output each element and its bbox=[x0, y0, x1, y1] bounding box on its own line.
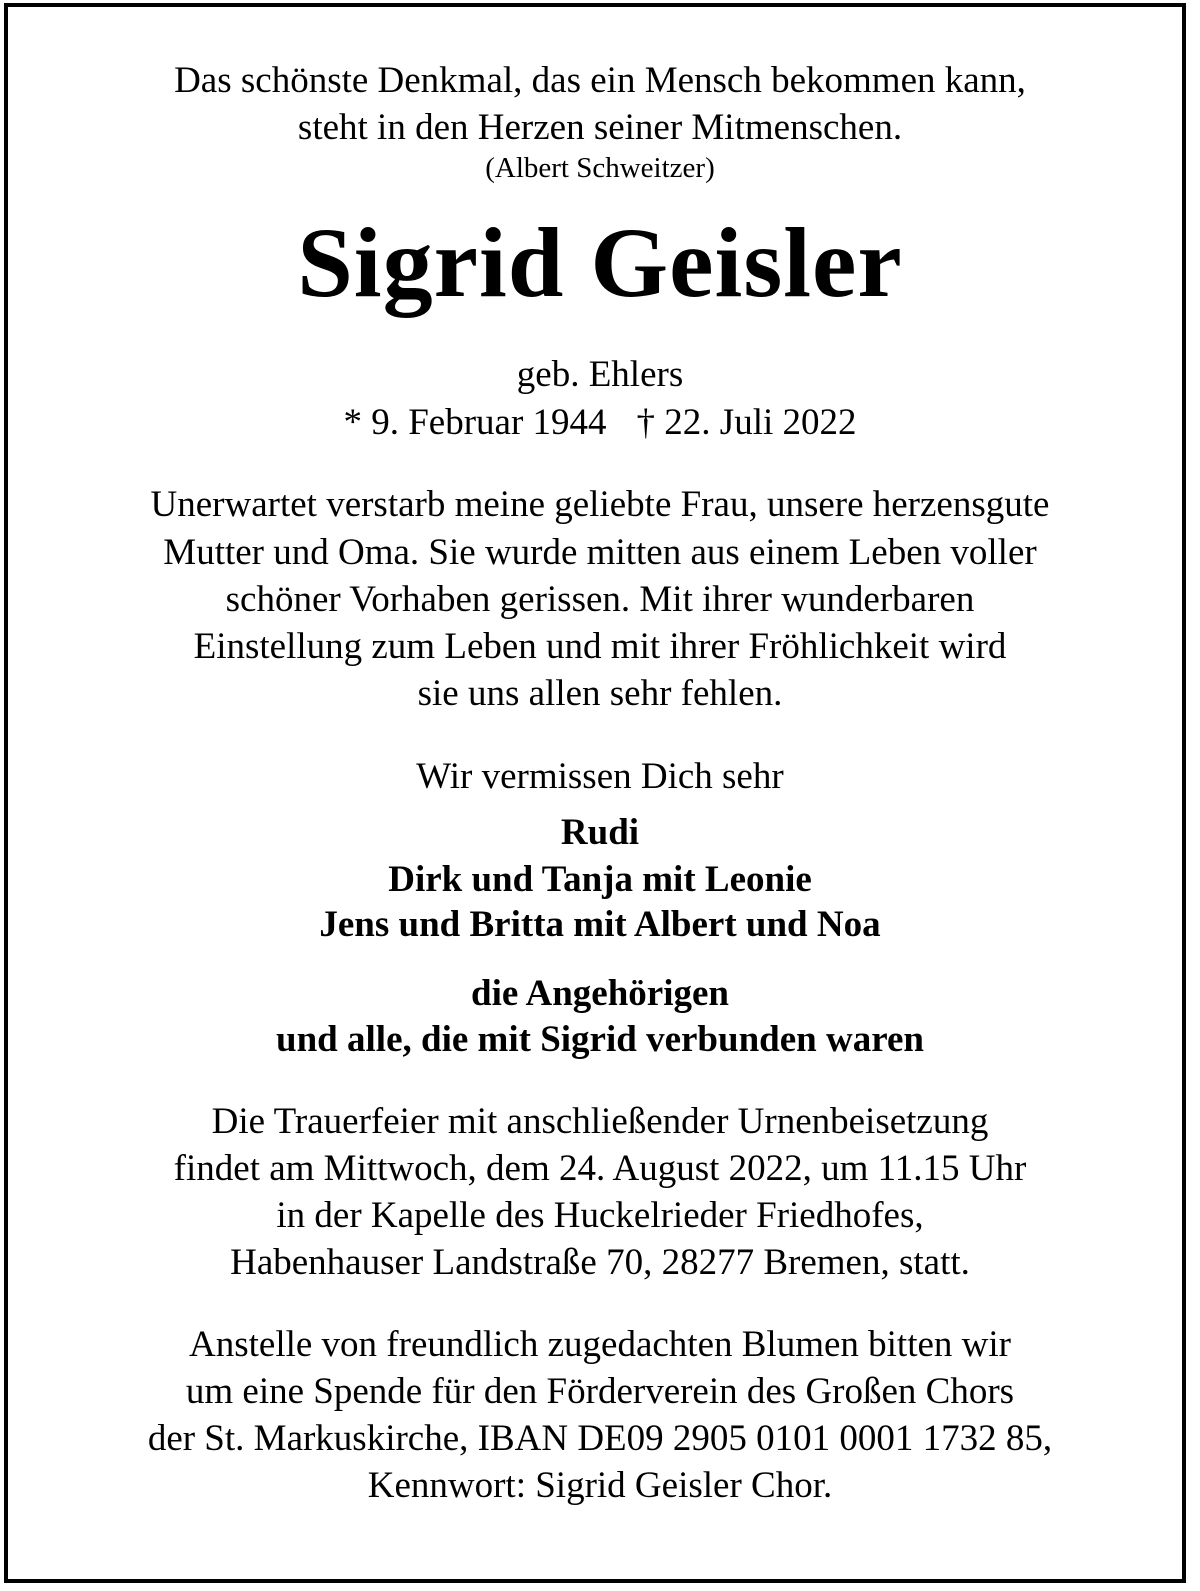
message-line: sie uns allen sehr fehlen. bbox=[417, 673, 783, 714]
mourner-others: die Angehörigen bbox=[471, 973, 729, 1014]
mourner-family: Jens und Britta mit Albert und Noa bbox=[319, 904, 881, 945]
deceased-name: Sigrid Geisler bbox=[297, 207, 903, 318]
message-line: schöner Vorhaben gerissen. Mit ihrer wunderbaren bbox=[225, 579, 975, 620]
service-line: in der Kapelle des Huckelrieder Friedhofes, bbox=[276, 1195, 924, 1236]
quote-author: (Albert Schweitzer) bbox=[485, 152, 715, 184]
service-line: Habenhauser Landstraße 70, 28277 Bremen, statt. bbox=[230, 1242, 970, 1283]
quote-line: steht in den Herzen seiner Mitmenschen. bbox=[297, 107, 903, 148]
message-line: Einstellung zum Leben und mit ihrer Fröhlichkeit wird bbox=[193, 626, 1007, 667]
donation-line: Anstelle von freundlich zugedachten Blumen bitten wir bbox=[189, 1324, 1011, 1365]
mourners-intro: Wir vermissen Dich sehr bbox=[416, 756, 784, 797]
life-dates bbox=[0, 404, 1200, 441]
service-line: Die Trauerfeier mit anschließender Urnenbeisetzung bbox=[211, 1101, 989, 1142]
service-line: findet am Mittwoch, dem 24. August 2022, um 11.15 Uhr bbox=[173, 1148, 1027, 1189]
mourner-family: Dirk und Tanja mit Leonie bbox=[388, 859, 812, 900]
message-line: Mutter und Oma. Sie wurde mitten aus einem Leben voller bbox=[163, 532, 1037, 573]
donation-line: der St. Markuskirche, IBAN DE09 2905 0101 0001 1732 85, bbox=[147, 1418, 1053, 1459]
mourner-others: und alle, die mit Sigrid verbunden waren bbox=[276, 1019, 924, 1060]
death-date: † 22. Juli 2022 bbox=[636, 402, 857, 443]
mourner-family: Rudi bbox=[560, 812, 640, 853]
donation-line: um eine Spende für den Förderverein des Großen Chors bbox=[185, 1371, 1015, 1412]
birth-date: * 9. Februar 1944 bbox=[343, 402, 607, 443]
quote-line: Das schönste Denkmal, das ein Mensch bekommen kann, bbox=[174, 60, 1026, 101]
birth-name: geb. Ehlers bbox=[516, 354, 684, 395]
donation-line: Kennwort: Sigrid Geisler Chor. bbox=[367, 1465, 833, 1506]
message-line: Unerwartet verstarb meine geliebte Frau, unsere herzensgute bbox=[150, 484, 1050, 525]
